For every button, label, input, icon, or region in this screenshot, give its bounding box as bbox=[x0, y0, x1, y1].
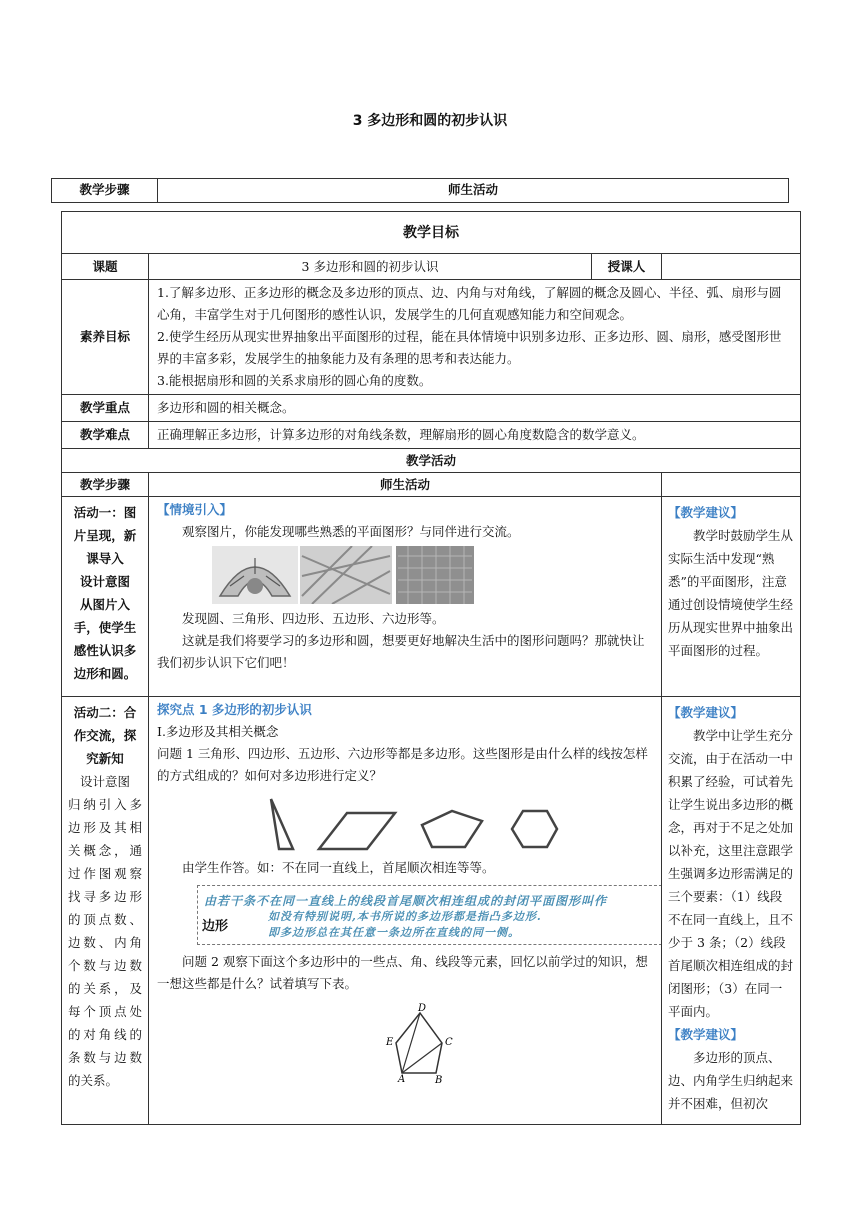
page-title: 3 多边形和圆的初步认识 bbox=[352, 113, 508, 129]
activity2-advice-label: 【教学建议】 bbox=[668, 705, 744, 720]
pentagon-diagram bbox=[157, 1003, 653, 1091]
quadrilateral-shape bbox=[319, 813, 395, 849]
activity1-advice bbox=[662, 497, 801, 697]
activity1-p1: 观察图片，你能发现哪些熟悉的平面图形？与同伴进行交流。 bbox=[182, 524, 520, 539]
vertex-label-a: A bbox=[398, 1074, 406, 1083]
vertex-label-c: C bbox=[445, 1037, 453, 1048]
net-structure-image bbox=[300, 546, 392, 604]
activity1-advice-text: 教学时鼓励学生从实际生活中发现“熟悉”的平面图形，注意通过创设情境使学生经历从现实世界中抽象出平面图形的过程。 bbox=[668, 528, 794, 658]
lesson-plan-table bbox=[61, 211, 801, 1125]
vertex-label-e: E bbox=[386, 1037, 394, 1048]
activities-activity-header: 师生活动 bbox=[149, 473, 662, 497]
key-point-value: 多边形和圆的相关概念。 bbox=[149, 395, 801, 422]
activity2-design-label: 设计意图 bbox=[79, 774, 130, 789]
top-header-table bbox=[51, 178, 789, 203]
hexagon-pattern-image bbox=[396, 546, 474, 604]
literacy-goals bbox=[149, 280, 801, 395]
activities-heading: 教学活动 bbox=[62, 449, 801, 473]
course-label: 课题 bbox=[62, 254, 149, 280]
course-value: 3 多边形和圆的初步认识 bbox=[149, 254, 592, 280]
key-point-label: 教学重点 bbox=[62, 395, 149, 422]
activity2-advice-text: 教学中让学生充分交流，由于在活动一中积累了经验，可试着先让学生说出多边形的概念，再对于不足之处加以补充，这里注意跟学生强调多边形需满足的三个要素：（1）线段不在同一直线上，且不少于 3 条；（2）线段首尾顺次相连组成的封闭图形；（3）在同一平面内。 bbox=[668, 728, 794, 1019]
difficulty-value: 正确理解正多边形，计算多边形的对角线条数，理解扇形的圆心角度数隐含的数学意义。 bbox=[149, 422, 801, 449]
hexagon-shape bbox=[512, 811, 557, 847]
activity2-content bbox=[149, 697, 662, 1125]
labeled-pentagon bbox=[382, 1003, 472, 1083]
difficulty-label: 教学难点 bbox=[62, 422, 149, 449]
activity1-title: 活动一：图片呈现，新课导入 bbox=[73, 505, 137, 566]
activity2-advice2-label: 【教学建议】 bbox=[668, 1027, 744, 1042]
activity2-advice2-text: 多边形的顶点、边、内角学生归纳起来并不困难，但初次 bbox=[668, 1050, 794, 1111]
activities-advice-header bbox=[662, 473, 801, 497]
activity1-content bbox=[149, 497, 662, 697]
activity2-title: 活动二：合作交流，探究新知 bbox=[73, 705, 137, 766]
vertex-label-d: D bbox=[418, 1003, 427, 1014]
activity1-p3: 这就是我们将要学习的多边形和圆，想要更好地解决生活中的图形问题吗？那就快让我们初步认识下它们吧！ bbox=[157, 633, 645, 670]
activities-steps-header: 教学步骤 bbox=[62, 473, 149, 497]
activity2-advice bbox=[662, 697, 801, 1125]
fan-window-image bbox=[212, 546, 298, 604]
activity1-advice-label: 【教学建议】 bbox=[668, 505, 744, 520]
literacy-item: 3.能根据扇形和圆的关系求扇形的圆心角的度数。 bbox=[157, 373, 432, 388]
activity2-subheading: Ⅰ.多边形及其相关概念 bbox=[157, 724, 279, 739]
handwritten-note-convex: 如没有特别说明,本书所说的多边形都是指凸多边形. bbox=[268, 910, 542, 923]
activity2-question1: 问题 1 三角形、四边形、五边形、六边形等都是多边形。这些图形是由什么样的线按怎样的方式组成的？如何对多边形进行定义？ bbox=[157, 746, 648, 783]
activity1-step bbox=[62, 497, 149, 697]
literacy-label: 素养目标 bbox=[62, 280, 149, 395]
literacy-item: 1.了解多边形、正多边形的概念及多边形的顶点、边、内角与对角线，了解圆的概念及圆心、半径、弧、扇形与圆心角，丰富学生对于几何图形的感性认识，发展学生的几何直观感知能力和空间观念。 bbox=[157, 285, 782, 322]
handwritten-definition: 由若干条不在同一直线上的线段首尾顺次相连组成的封闭平面图形叫作 bbox=[204, 894, 608, 908]
activity1-design-text: 从图片入手，使学生感性认识多边形和圆。 bbox=[73, 597, 137, 681]
activity2-design-text: 归纳引入多边形及其相关概念，通过作图观察找寻多边形的顶点数、边数、内角个数与边数的关系，及每个顶点处的对角线的条数与边数的关系。 bbox=[68, 797, 142, 1088]
vertex-label-b: B bbox=[435, 1075, 443, 1083]
goals-heading: 教学目标 bbox=[62, 212, 801, 254]
teacher-label: 授课人 bbox=[592, 254, 662, 280]
top-header-activity: 师生活动 bbox=[158, 179, 789, 203]
pentagon-shape bbox=[422, 811, 482, 847]
triangle-shape bbox=[271, 799, 293, 849]
polygon-figures bbox=[157, 787, 653, 857]
activity2-question2: 问题 2 观察下面这个多边形中的一些点、角、线段等元素，回忆以前学过的知识，想一想这些都是什么？试着填写下表。 bbox=[157, 954, 648, 991]
teacher-value bbox=[662, 254, 801, 280]
handwritten-note bbox=[197, 885, 662, 945]
activity1-section: 【情境引入】 bbox=[157, 502, 233, 517]
activity2-section: 探究点 1 多边形的初步认识 bbox=[157, 702, 312, 717]
activity2-answer1: 由学生作答。如：不在同一直线上，首尾顺次相连等等。 bbox=[182, 860, 495, 875]
scene-images bbox=[212, 546, 477, 604]
polygon-term: 边形 bbox=[202, 919, 229, 934]
polygon-shapes bbox=[257, 787, 597, 855]
activity1-pictures bbox=[157, 546, 653, 608]
handwritten-note-side: 即多边形总在其任意一条边所在直线的同一侧。 bbox=[268, 926, 520, 939]
literacy-item: 2.使学生经历从现实世界抽象出平面图形的过程，能在具体情境中识别多边形、正多边形、圆、扇形，感受图形世界的丰富多彩，发展学生的抽象能力及有条理的思考和表达能力。 bbox=[157, 329, 782, 366]
top-header-steps: 教学步骤 bbox=[52, 179, 158, 203]
activity1-design-label: 设计意图 bbox=[79, 574, 130, 589]
activity1-p2: 发现圆、三角形、四边形、五边形、六边形等。 bbox=[182, 611, 445, 626]
activity2-step bbox=[62, 697, 149, 1125]
